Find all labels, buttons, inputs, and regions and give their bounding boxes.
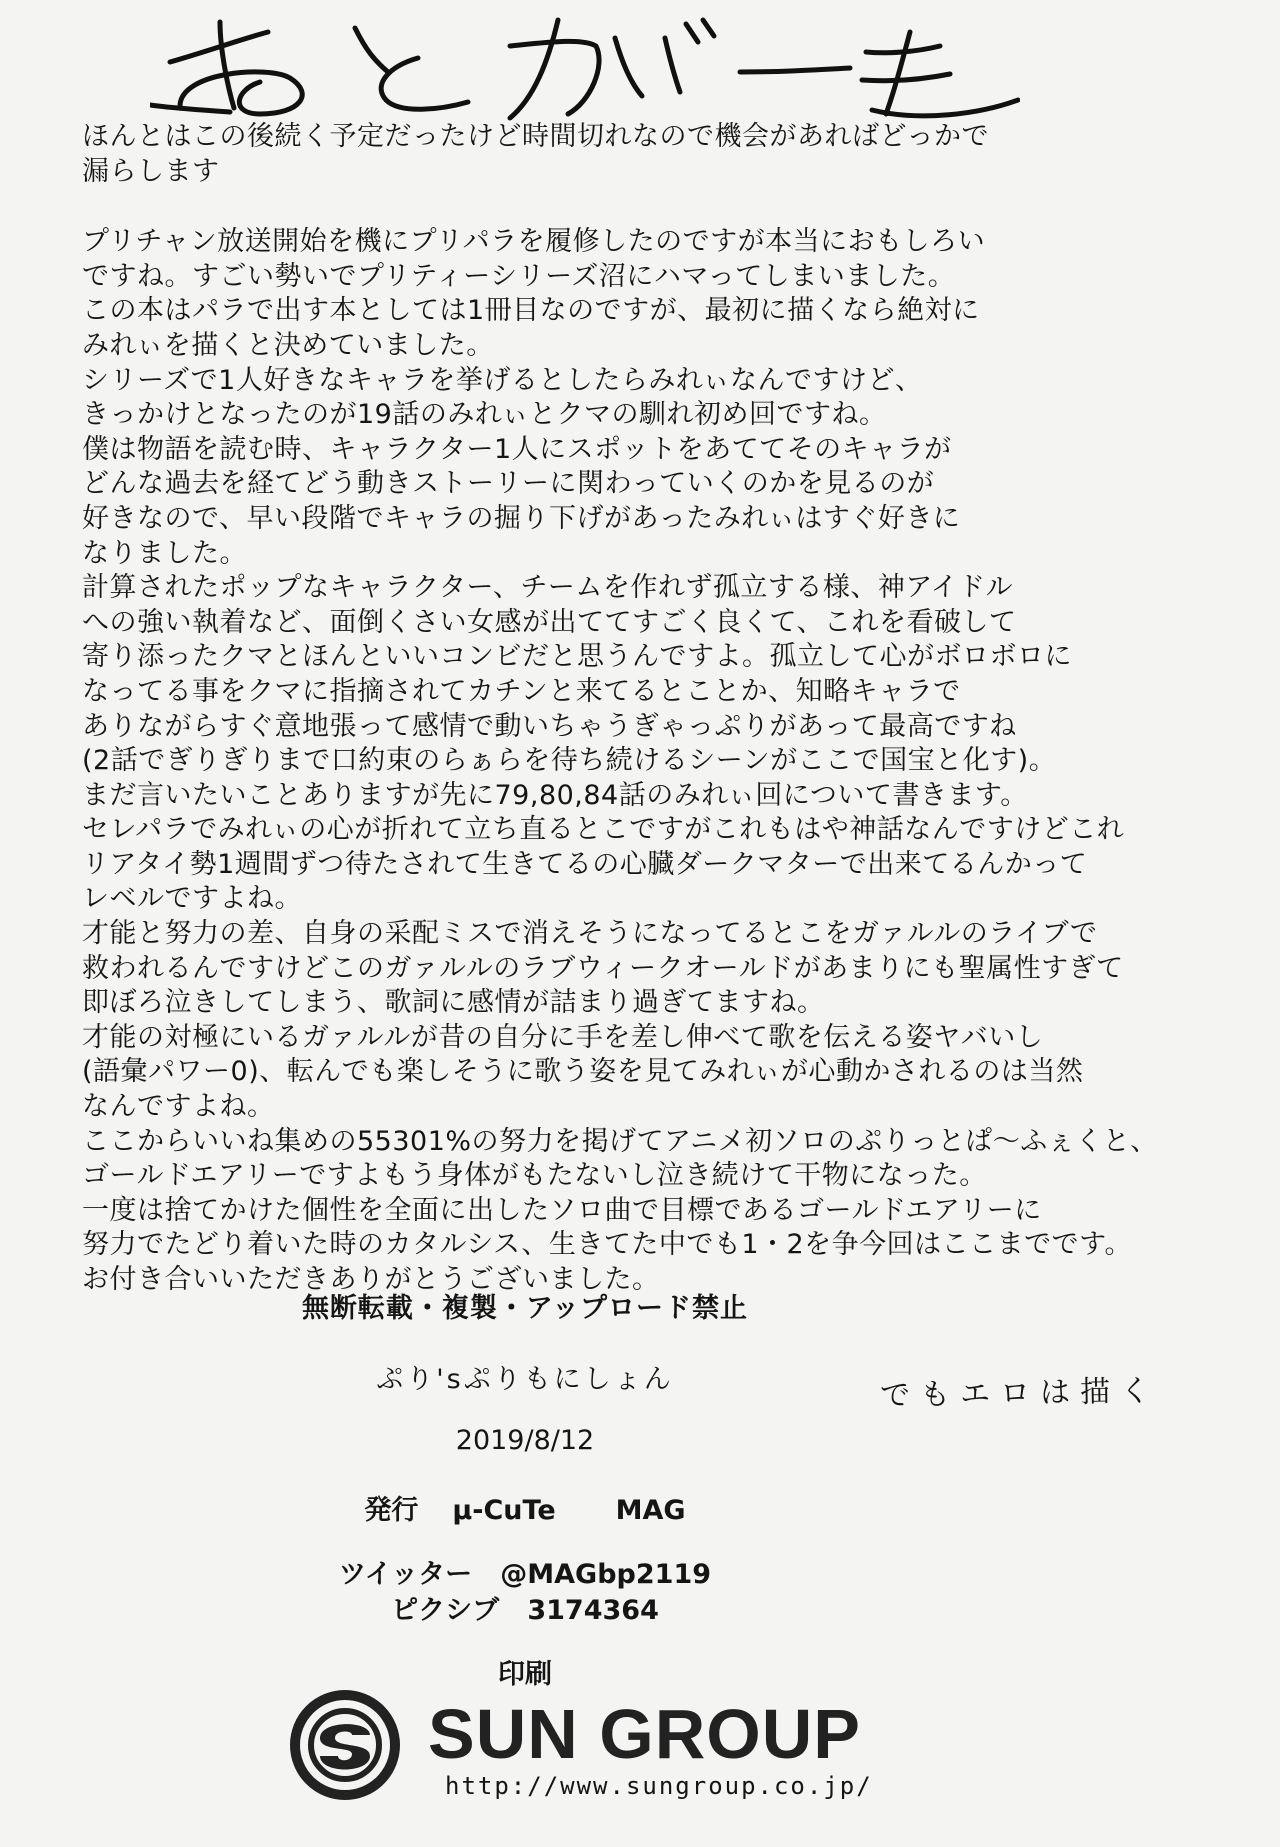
text-line: みれぃを描くと決めていました。 (82, 329, 494, 361)
publisher-author: MAG (615, 1495, 686, 1526)
text-line: ですね。すごい勢いでプリティーシリーズ沼にハマってしまいました。 (82, 260, 956, 292)
text-line: リアタイ勢1週間ずつ待たされて生きてるの心臓ダークマターで出来てるんかって (82, 848, 1088, 880)
twitter-handle[interactable]: @MAGbp2119 (500, 1559, 712, 1590)
publisher-circle: μ-CuTe (452, 1495, 556, 1526)
logo-text: SUN GROUP (428, 1695, 861, 1773)
text-line: (2話でぎりぎりまで口約束のらぁらを待ち続けるシーンがここで国宝と化す)。 (82, 745, 1057, 777)
pixiv-id[interactable]: 3174364 (527, 1595, 659, 1626)
pixiv-line (0, 1588, 1050, 1627)
text-line: への強い執着など、面倒くさい女感が出ててすごく良くて、これを看破して (82, 606, 1017, 638)
text-line: お付き合いいただきありがとうございました。 (82, 1264, 660, 1295)
handwritten-title (150, 10, 1020, 122)
text-line: 即ぼろ泣きしてしまう、歌詞に感情が詰まり過ぎてますね。 (82, 987, 825, 1019)
text-line: 努力でたどり着いた時のカタルシス、生きてた中でも1・2を争今回はここまでです。 (82, 1229, 1133, 1261)
text-line: きっかけとなったのが19話のみれぃとクマの馴れ初め回ですね。 (82, 399, 887, 431)
text-line: どんな過去を経てどう動きストーリーに関わっていくのかを見るのが (82, 468, 935, 500)
handwritten-note: でもエロは描く (879, 1373, 1161, 1414)
text-line: レベルですよね。 (82, 883, 302, 915)
logo-url[interactable]: http://www.sungroup.co.jp/ (445, 1772, 873, 1800)
text-line: ゴールドエアリーですよもう身体がもたないし泣き続けて干物になった。 (82, 1160, 987, 1192)
sun-group-logo-icon (290, 1690, 400, 1800)
paragraph (82, 225, 1242, 1297)
text-line: ほんとはこの後続く予定だったけど時間切れなので機会があればどっかで (82, 121, 989, 152)
circle-name: ぷり'sぷりもにしょん (376, 1364, 674, 1395)
text-line: 救われるんですけどこのガァルルのラブウィークオールドがあまりにも聖属性すぎて (82, 952, 1124, 984)
paragraph (82, 120, 1242, 189)
text-line: (語彙パワー0)、転んでも楽しそうに歌う姿を見てみれぃが心動かされるのは当然 (82, 1056, 1084, 1088)
publisher-line (0, 1488, 1050, 1527)
print-label: 印刷 (498, 1659, 552, 1690)
text-line: この本はパラで出す本としては1冊目なのですが、最初に描くなら絶対に (82, 295, 980, 327)
publisher-label: 発行 (364, 1495, 419, 1526)
text-line: 才能と努力の差、自身の采配ミスで消えそうになってるとこをガァルルのライブで (82, 918, 1098, 950)
afterword-body (82, 120, 1242, 1298)
text-line: セレパラでみれぃの心が折れて立ち直るとこですがこれもはや神話なんですけどこれ (82, 814, 1125, 846)
text-line: なんですよね。 (82, 1091, 275, 1123)
text-line: 好きなので、早い段階でキャラの掘り下げがあったみれぃはすぐ好きに (82, 502, 961, 534)
publish-date: 2019/8/12 (455, 1425, 595, 1456)
twitter-line (0, 1552, 1050, 1591)
text-line: ここからいいね集めの55301%の努力を掲げてアニメ初ソロのぷりっとぱ〜ふぇくと、 (82, 1125, 1158, 1157)
twitter-label: ツイッター (338, 1559, 473, 1590)
text-line: 僕は物語を読む時、キャラクター1人にスポットをあててそのキャラが (82, 433, 952, 465)
text-line: 漏らします (82, 155, 220, 187)
text-line: なってる事をクマに指摘されてカチンと来てるとことか、知略キャラで (82, 675, 961, 707)
text-line: プリチャン放送開始を機にプリパラを履修したのですが本当におもしろい (82, 226, 986, 258)
text-line: なりました。 (82, 537, 247, 569)
text-line: まだ言いたいことありますが先に79,80,84話のみれぃ回について書きます。 (82, 779, 1028, 811)
text-line: 寄り添ったクマとほんといいコンビだと思うんですよ。孤立して心がボロボロに (82, 641, 1072, 673)
copyright-notice: 無断転載・複製・アップロード禁止 (301, 1293, 749, 1324)
text-line: 一度は捨てかけた個性を全面に出したソロ曲で目標であるゴールドエアリーに (82, 1194, 1042, 1226)
pixiv-label: ピクシブ (391, 1595, 500, 1626)
text-line: シリーズで1人好きなキャラを挙げるとしたらみれぃなんですけど、 (82, 364, 923, 396)
text-line: 才能の対極にいるガァルルが昔の自分に手を差し伸べて歌を伝える姿ヤバいし (82, 1021, 1044, 1053)
text-line: 計算されたポップなキャラクター、チームを作れず孤立する様、神アイドル (82, 572, 1013, 604)
text-line: ありながらすぐ意地張って感情で動いちゃうぎゃっぷりがあって最高ですね (82, 710, 1017, 742)
